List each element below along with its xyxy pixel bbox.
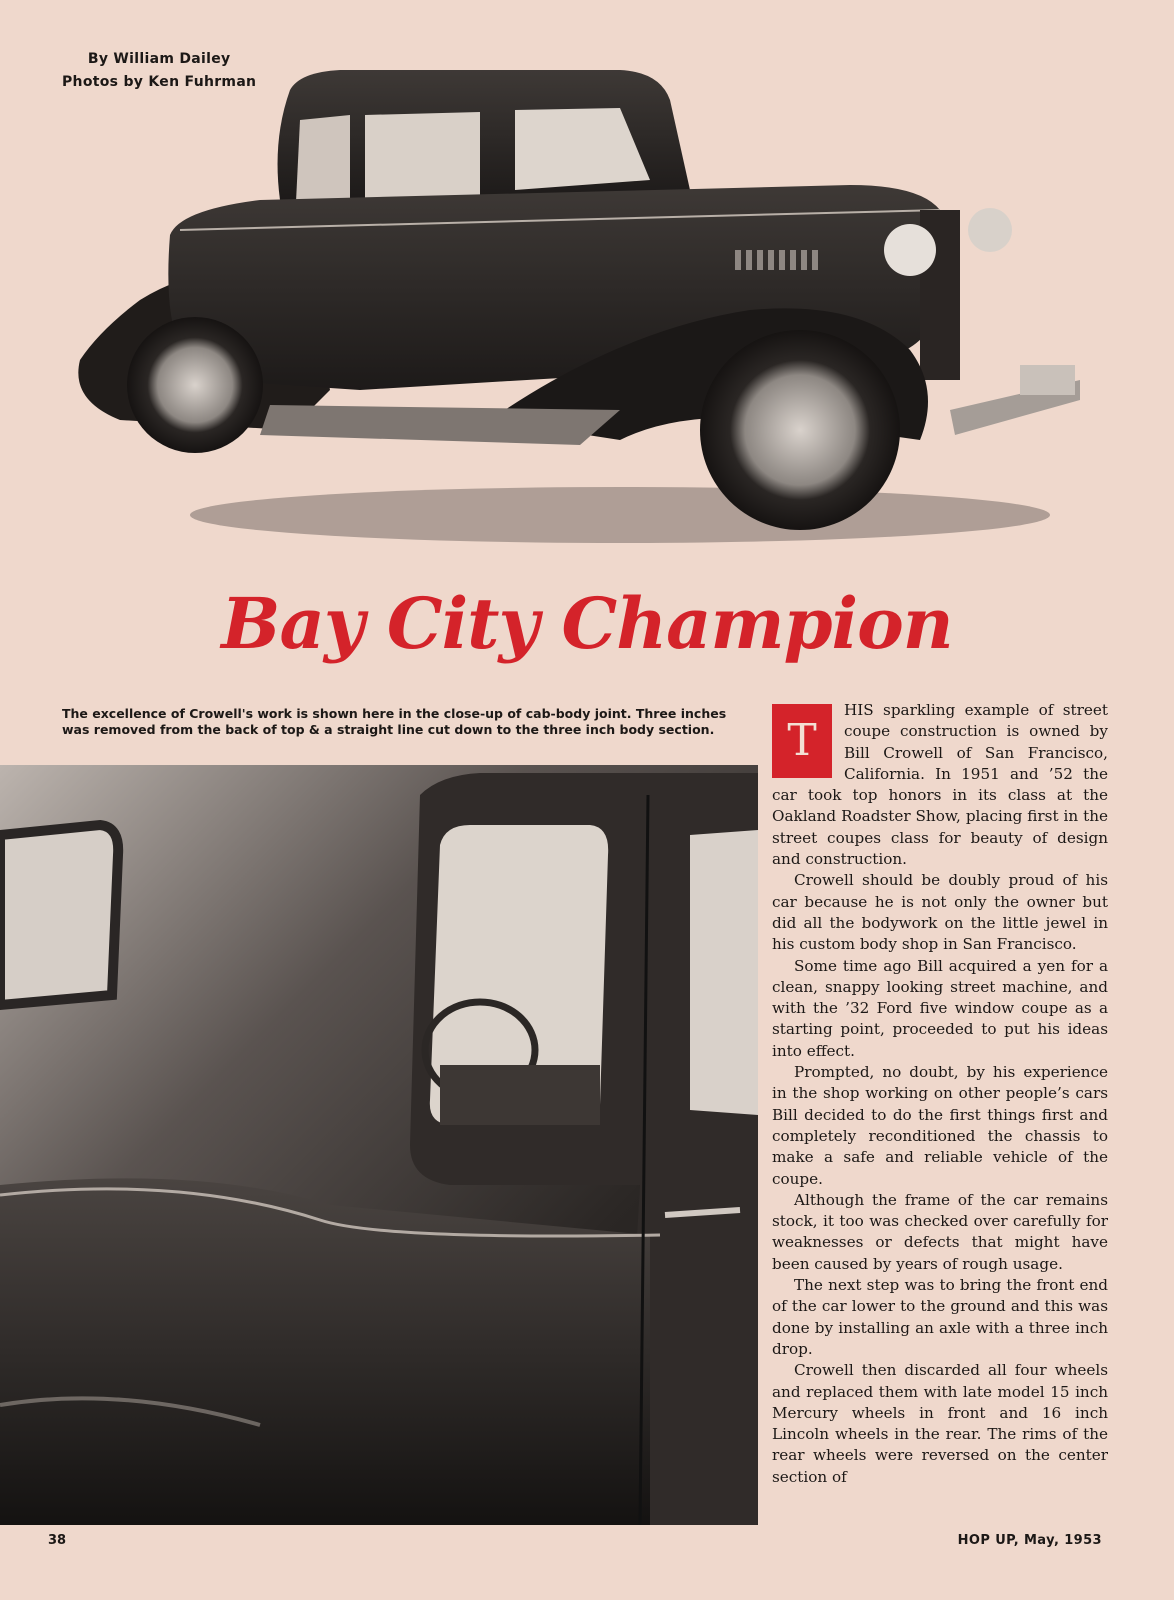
page-number: 38 xyxy=(48,1533,67,1548)
article-paragraph: Crowell should be doubly proud of his car because he is not only the owner but did all the bodywork on the little jewel in his custom body shop in San Francisco. xyxy=(772,871,1108,954)
drop-cap: T xyxy=(772,704,832,778)
coupe-side-photo xyxy=(60,60,1110,560)
article-body xyxy=(772,700,1108,1530)
author-credit: By William Dailey xyxy=(87,51,231,67)
article-paragraph: Some time ago Bill acquired a yen for a clean, snappy looking street machine, and with the ’32 Ford five window coupe as a starting point, proceeded to put his ideas into effect. xyxy=(772,956,1108,1060)
paragraph-text: HIS sparkling example of street coupe construction is owned by Bill Crowell of San Francisco, California. In 1951 and ’52 the car took top honors in its class at the Oakland Roadster Show, placing first in the street coupes class for beauty of design and construction. xyxy=(772,701,1108,869)
photographer-credit: Photos by Ken Fuhrman xyxy=(62,74,257,90)
article-paragraph: Although the frame of the car remains stock, it too was checked over carefully for weaknesses or defects that might have been caused by years of rough usage. xyxy=(772,1190,1108,1273)
article-title: Bay City Champion xyxy=(221,582,953,665)
photo-caption: The excellence of Crowell's work is shown here in the close-up of cab-body joint. Three inches was removed from the back of top & a straight line cut down to the three inch body section. xyxy=(62,706,727,737)
article-paragraph: The next step was to bring the front end of the car lower to the ground and this was done by installing an axle with a three inch drop. xyxy=(772,1276,1108,1358)
cab-body-joint-photo xyxy=(0,765,758,1525)
magazine-footer: HOP UP, May, 1953 xyxy=(957,1533,1102,1548)
article-paragraph xyxy=(772,700,1108,870)
article-paragraph: Prompted, no doubt, by his experience in the shop working on other people’s cars Bill decided to do the first things first and completely reconditioned the chassis to make a safe and reliable vehicle of the coupe. xyxy=(772,1063,1108,1188)
article-paragraph: Crowell then discarded all four wheels and replaced them with late model 15 inch Mercury wheels in front and 16 inch Lincoln wheels in the rear. The rims of the rear wheels were reversed on the center section of xyxy=(772,1361,1108,1486)
